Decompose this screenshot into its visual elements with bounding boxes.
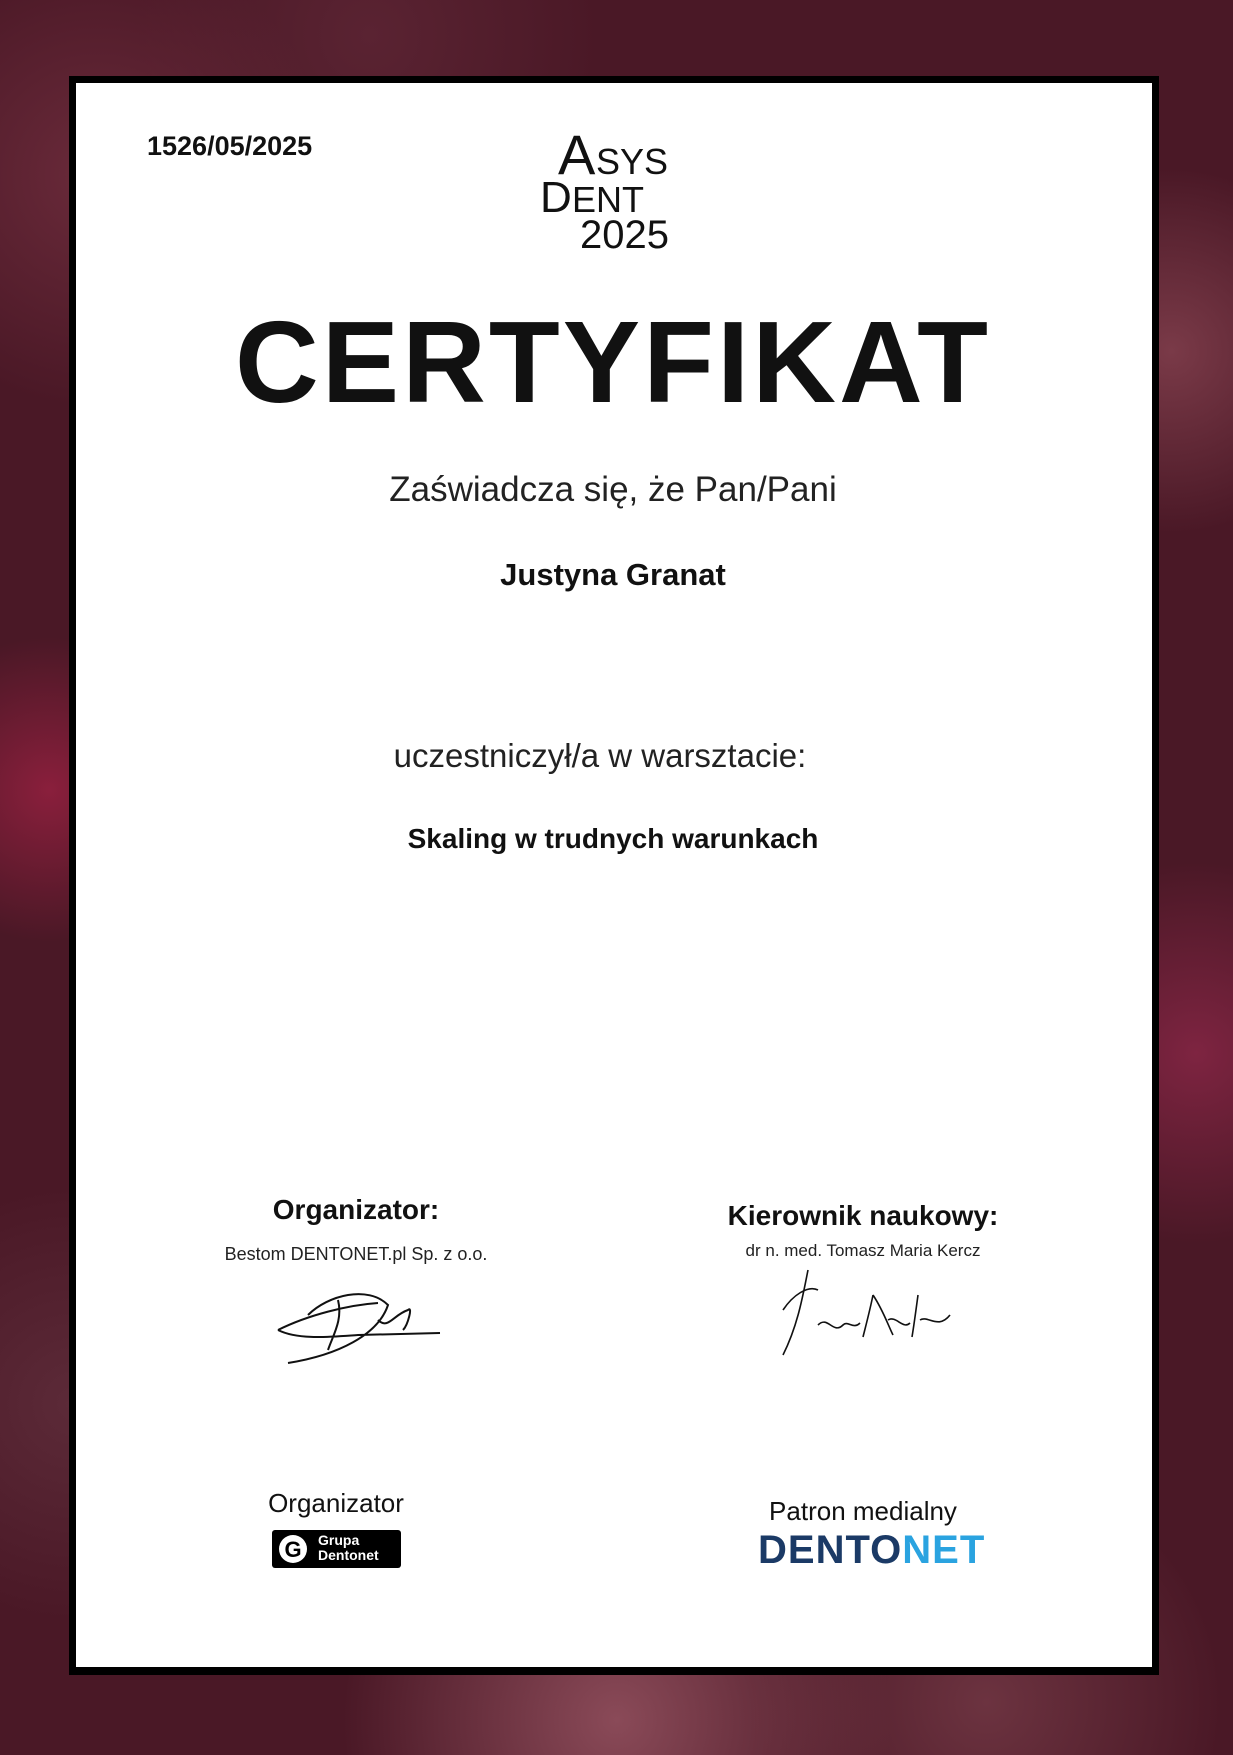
certificate-title: CERTYFIKAT: [234, 297, 992, 427]
logo-a: A: [558, 123, 596, 186]
logo-part-1: DENTO: [758, 1528, 903, 1572]
dentonet-logo: [758, 1528, 985, 1573]
participant-name: Justyna Granat: [500, 557, 726, 592]
grupa-dentonet-logo: [272, 1530, 401, 1568]
scientific-head-name: dr n. med. Tomasz Maria Kercz: [745, 1241, 981, 1260]
footer-organizer-label: Organizator: [268, 1488, 404, 1518]
certificate-lead-text: Zaświadcza się, że Pan/Pani: [389, 470, 837, 509]
participation-text: uczestniczył/a w warsztacie:: [393, 737, 807, 774]
asysdent-logo: [538, 122, 688, 252]
svg-text:2025: 2025: [580, 213, 669, 252]
svg-text:ENT: ENT: [572, 179, 644, 220]
scientific-head-heading: Kierownik naukowy:: [727, 1200, 999, 1231]
svg-text:G: G: [284, 1537, 302, 1562]
logo-part-2: NET: [902, 1528, 986, 1572]
svg-text:SYS: SYS: [596, 141, 669, 182]
logo-line-2: Dentonet: [318, 1547, 379, 1563]
workshop-title: Skaling w trudnych warunkach: [407, 823, 819, 854]
patron-label: Patron medialny: [769, 1496, 957, 1526]
logo-line-1: Grupa: [318, 1532, 360, 1548]
svg-text:D: D: [540, 173, 572, 222]
certificate-number: 1526/05/2025: [147, 131, 313, 161]
scientific-head-signature: [778, 1265, 953, 1360]
organizer-signature: [268, 1275, 443, 1365]
organizer-heading: Organizator:: [272, 1194, 440, 1225]
organizer-name: Bestom DENTONET.pl Sp. z o.o.: [224, 1244, 488, 1264]
g-logo-icon: [276, 1533, 310, 1565]
